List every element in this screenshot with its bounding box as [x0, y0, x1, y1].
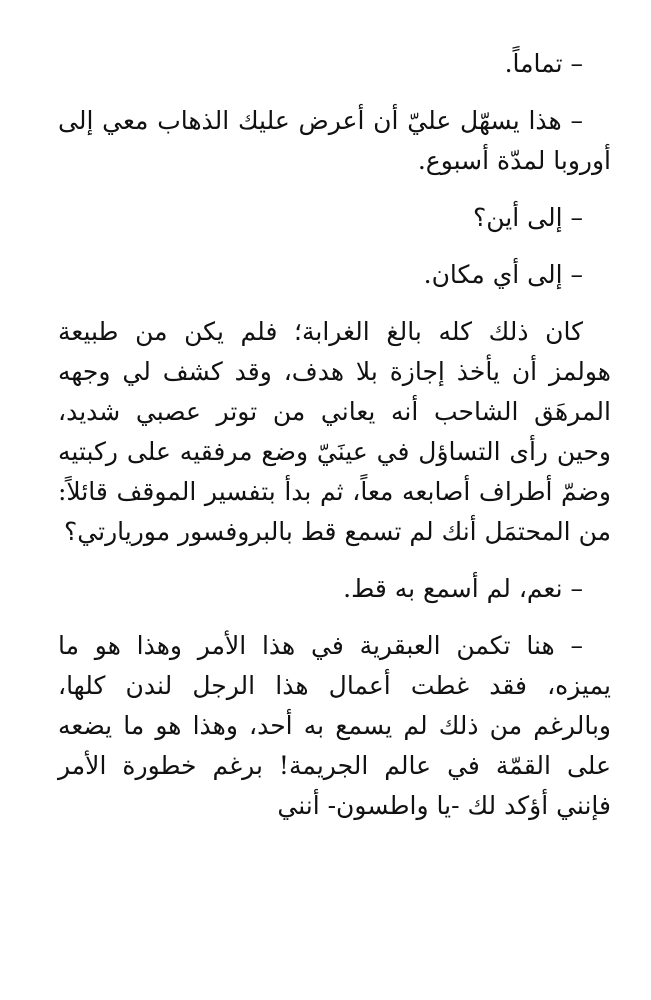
dialogue-line: – هذا يسهّل عليّ أن أعرض عليك الذهاب معي إلى أوروبا لمدّة أسبوع. [58, 106, 611, 175]
dialogue-line: – إلى أي مكان. [423, 260, 583, 289]
dialogue-line: – إلى أين؟ [473, 203, 583, 232]
dialogue-line: – تماماً. [504, 49, 583, 78]
dialogue-line: – نعم، لم أسمع به قط. [343, 574, 583, 603]
dialogue-line: – هنا تكمن العبقرية في هذا الأمر وهذا هو ما يميزه، فقد غطت أعمال هذا الرجل لندن كلها، وبالرغم من ذلك لم يسمع به أحد، وهذا هو ما يضعه على القمّة في عالم الجريمة! برغم خطورة الأمر فإنني أؤكد لك -يا واطسون- أنني [58, 631, 611, 820]
narrative-paragraph: كان ذلك كله بالغ الغرابة؛ فلم يكن من طبيعة هولمز أن يأخذ إجازة بلا هدف، وقد كشف لي وجهه المرهَق الشاحب أنه يعاني من توتر عصبي شديد، وحين رأى التساؤل في عينَيّ وضع مرفقيه على ركبتيه وضمّ أطراف أصابعه معاً، ثم بدأ بتفسير الموقف قائلاً: من المحتمَل أنك لم تسمع قط بالبروفسور موريارتي؟ [58, 317, 611, 546]
